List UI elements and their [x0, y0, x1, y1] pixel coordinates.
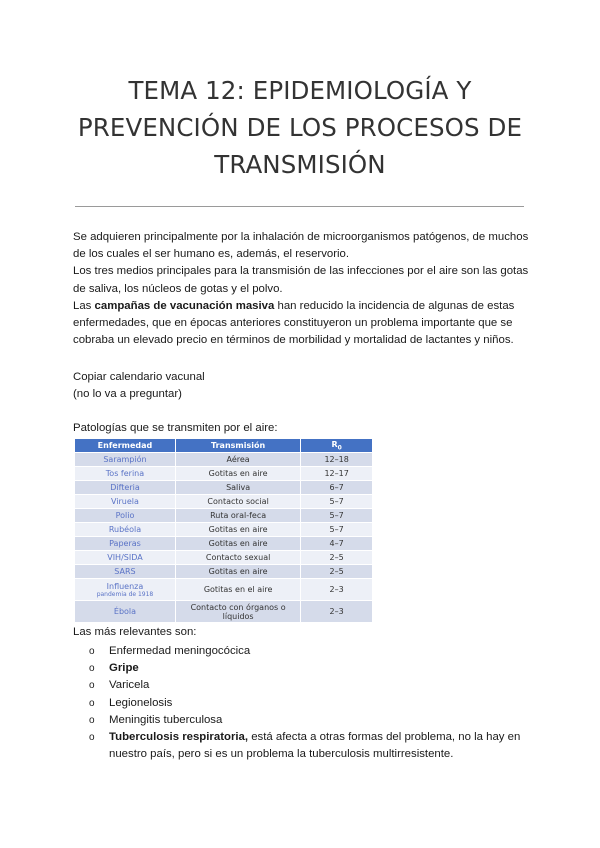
note-section — [73, 369, 538, 403]
disease-cell: SARS — [75, 565, 176, 579]
list-item: o Meningitis tuberculosa — [89, 712, 529, 729]
r0-cell: 6–7 — [301, 481, 373, 495]
list-item-bold: Gripe — [109, 662, 139, 675]
r0-cell: 5–7 — [301, 523, 373, 537]
table-row — [75, 453, 373, 467]
table-row — [75, 467, 373, 481]
r0-cell: 12–17 — [301, 467, 373, 481]
list-item-rest: está afecta a otras formas del problema, no la hay en nuestro país, pero si es un problema la tuberculosis multirresistente. — [109, 731, 521, 761]
list-item: o Varicela — [89, 677, 529, 694]
disease-cell: Paperas — [75, 537, 176, 551]
intro-p3-bold: campañas de vacunación masiva — [94, 299, 275, 312]
header-r0-base: R — [331, 439, 338, 449]
disease-cell: Sarampión — [75, 453, 176, 467]
table-row — [75, 579, 373, 601]
table-row — [75, 481, 373, 495]
list-item-bold: Tuberculosis respiratoria, — [109, 731, 249, 744]
table-row — [75, 551, 373, 565]
disease-name: Influenza — [106, 581, 144, 591]
disease-cell: Viruela — [75, 495, 176, 509]
transmission-cell: Gotitas en aire — [175, 565, 300, 579]
intro-p3-pre: Las — [73, 299, 95, 312]
r0-cell: 12–18 — [301, 453, 373, 467]
disease-cell: VIH/SIDA — [75, 551, 176, 565]
r0-cell: 5–7 — [301, 495, 373, 509]
list-item: o Legionelosis — [89, 695, 529, 712]
note-line-2: (no lo va a preguntar) — [73, 388, 182, 401]
transmission-cell: Gotitas en aire — [175, 523, 300, 537]
intro-section — [73, 229, 538, 349]
table-header-row — [75, 439, 373, 453]
table-row — [75, 523, 373, 537]
disease-cell: Ébola — [75, 601, 176, 623]
table-row — [75, 565, 373, 579]
transmission-cell: Contacto sexual — [175, 551, 300, 565]
transmission-cell: Gotitas en aire — [175, 467, 300, 481]
transmission-cell: Aérea — [175, 453, 300, 467]
transmission-cell: Contacto con órganos o líquidos — [175, 601, 300, 623]
intro-paragraph-3 — [73, 298, 538, 350]
title-line-1: TEMA 12: EPIDEMIOLOGÍA Y — [128, 76, 472, 105]
note-line-1: Copiar calendario vacunal — [73, 371, 205, 383]
disease-cell — [75, 579, 176, 601]
list-item — [89, 729, 529, 763]
list-item: o Enfermedad meningocócica — [89, 643, 529, 660]
relevant-list — [89, 643, 529, 763]
header-transmission: Transmisión — [175, 439, 300, 453]
title-divider — [75, 206, 524, 207]
page-title — [60, 72, 540, 183]
list-item — [89, 660, 529, 677]
disease-cell: Rubéola — [75, 523, 176, 537]
disease-cell: Difteria — [75, 481, 176, 495]
disease-note: pandemia de 1918 — [96, 590, 154, 598]
table-row — [75, 509, 373, 523]
r0-cell: 2–5 — [301, 551, 373, 565]
header-disease: Enfermedad — [75, 439, 176, 453]
transmission-cell: Saliva — [175, 481, 300, 495]
disease-cell: Polio — [75, 509, 176, 523]
header-r0 — [301, 439, 373, 453]
intro-p3-post: han reducido la incidencia de algunas de estas enfermedades, que en épocas anteriores constituyeron un problema importante que se cobraba un elevado precio en términos de morbilidad y mortalidad de lactantes y niños. — [73, 299, 515, 347]
list-heading: Las más relevantes son: — [73, 626, 197, 638]
transmission-cell: Contacto social — [175, 495, 300, 509]
table-caption: Patologías que se transmiten por el aire: — [73, 422, 278, 434]
r0-cell: 2–3 — [301, 601, 373, 623]
header-r0-sub: 0 — [337, 444, 342, 452]
transmission-cell: Gotitas en el aire — [175, 579, 300, 601]
table-row — [75, 495, 373, 509]
r0-cell: 2–3 — [301, 579, 373, 601]
r0-cell: 5–7 — [301, 509, 373, 523]
table-row — [75, 601, 373, 623]
intro-paragraph-2: Los tres medios principales para la transmisión de las infecciones por el aire son las gotas de saliva, los núcleos de gotas y el polvo. — [73, 265, 529, 295]
transmission-cell: Ruta oral-feca — [175, 509, 300, 523]
intro-paragraph-1: Se adquieren principalmente por la inhalación de microorganismos patógenos, de muchos de los cuales el ser humano es, además, el reservorio. — [73, 231, 529, 261]
r0-cell: 2–5 — [301, 565, 373, 579]
pathology-table — [74, 438, 373, 623]
r0-cell: 4–7 — [301, 537, 373, 551]
disease-cell: Tos ferina — [75, 467, 176, 481]
transmission-cell: Gotitas en aire — [175, 537, 300, 551]
title-line-2: PREVENCIÓN DE LOS PROCESOS DE — [77, 113, 523, 142]
title-line-3: TRANSMISIÓN — [214, 150, 386, 179]
table-row — [75, 537, 373, 551]
